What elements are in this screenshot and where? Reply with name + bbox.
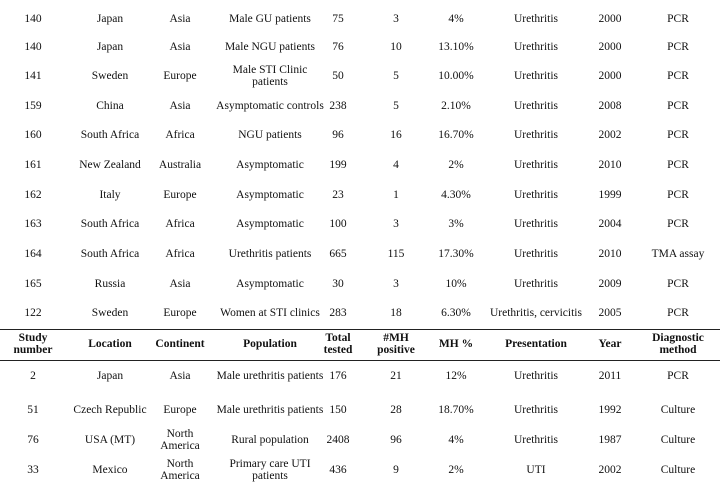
header-top-rule: [0, 329, 720, 330]
cell-population: Rural population: [231, 434, 309, 446]
cell-diagnostic-method: PCR: [667, 100, 689, 112]
cell-total-tested: 23: [332, 189, 344, 201]
cell-total-tested: 96: [332, 129, 344, 141]
cell-location: Italy: [99, 189, 121, 201]
cell-mh-positive: 18: [390, 307, 402, 319]
cell-presentation: Urethritis: [513, 370, 559, 382]
cell-presentation: Urethritis, cervicitis: [490, 307, 582, 319]
cell-diagnostic-method: PCR: [667, 129, 689, 141]
table-row: [0, 455, 720, 485]
cell-study-number: 33: [27, 464, 39, 476]
cell-mh-positive: 9: [393, 464, 399, 476]
cell-study-number: 161: [24, 159, 42, 171]
cell-presentation: Urethritis: [513, 41, 559, 53]
cell-continent: Europe: [163, 307, 197, 319]
cell-location: Japan: [96, 370, 124, 382]
cell-location: Japan: [96, 13, 124, 25]
table-row: [0, 361, 720, 391]
cell-study-number: 165: [24, 278, 42, 290]
cell-continent: Asia: [169, 370, 191, 382]
cell-study-number: 2: [30, 370, 36, 382]
table-row: [0, 92, 720, 120]
cell-total-tested: 2408: [326, 434, 350, 446]
cell-continent: Africa: [165, 129, 195, 141]
cell-total-tested: 238: [329, 100, 347, 112]
cell-population: Male urethritis patients: [216, 404, 324, 416]
cell-mh-percent: 4%: [448, 13, 464, 25]
cell-population: Asymptomatic: [236, 278, 304, 290]
cell-total-tested: 76: [332, 41, 344, 53]
cell-presentation: Urethritis: [513, 278, 559, 290]
cell-population: Male GU patients: [229, 13, 311, 25]
table-row: [0, 181, 720, 209]
cell-population: Urethritis patients: [228, 248, 312, 260]
cell-year: 2010: [598, 248, 622, 260]
table-row: [0, 5, 720, 33]
cell-population: Asymptomatic controls: [216, 100, 324, 112]
cell-presentation: Urethritis: [513, 13, 559, 25]
cell-mh-percent: 18.70%: [438, 404, 474, 416]
table-row: [0, 299, 720, 327]
cell-presentation: Urethritis: [513, 434, 559, 446]
cell-year: 2000: [598, 13, 622, 25]
cell-total-tested: 665: [329, 248, 347, 260]
cell-study-number: 76: [27, 434, 39, 446]
header-location: Location: [88, 338, 132, 350]
cell-location: New Zealand: [79, 159, 141, 171]
cell-population: Asymptomatic: [236, 159, 304, 171]
cell-diagnostic-method: PCR: [667, 13, 689, 25]
table-header-row: [0, 329, 720, 359]
cell-study-number: 140: [24, 13, 42, 25]
cell-location: Sweden: [91, 307, 129, 319]
cell-study-number: 163: [24, 218, 42, 230]
cell-continent: Africa: [165, 248, 195, 260]
cell-year: 2000: [598, 41, 622, 53]
cell-diagnostic-method: PCR: [667, 41, 689, 53]
cell-population: NGU patients: [238, 129, 302, 141]
cell-location: Russia: [94, 278, 126, 290]
cell-diagnostic-method: Culture: [660, 404, 696, 416]
cell-mh-positive: 96: [390, 434, 402, 446]
cell-population: Asymptomatic: [236, 218, 304, 230]
cell-year: 2010: [598, 159, 622, 171]
cell-mh-percent: 2%: [448, 464, 464, 476]
cell-location: USA (MT): [84, 434, 136, 446]
cell-total-tested: 30: [332, 278, 344, 290]
cell-study-number: 122: [24, 307, 42, 319]
table-row: [0, 270, 720, 298]
cell-location: Mexico: [92, 464, 128, 476]
cell-continent: North America: [160, 458, 200, 482]
table-row: [0, 33, 720, 61]
cell-mh-percent: 4.30%: [441, 189, 471, 201]
cell-study-number: 164: [24, 248, 42, 260]
cell-total-tested: 150: [329, 404, 347, 416]
cell-presentation: Urethritis: [513, 100, 559, 112]
cell-mh-positive: 4: [393, 159, 399, 171]
cell-location: South Africa: [80, 129, 140, 141]
cell-mh-positive: 10: [390, 41, 402, 53]
cell-mh-percent: 13.10%: [438, 41, 474, 53]
header-total-tested: Total tested: [323, 332, 353, 356]
cell-year: 2008: [598, 100, 622, 112]
cell-total-tested: 436: [329, 464, 347, 476]
table-row: [0, 62, 720, 90]
header-continent: Continent: [155, 338, 205, 350]
cell-location: South Africa: [80, 218, 140, 230]
cell-study-number: 159: [24, 100, 42, 112]
cell-population: Male NGU patients: [224, 41, 316, 53]
cell-study-number: 51: [27, 404, 39, 416]
table-row: [0, 425, 720, 455]
header-year: Year: [598, 338, 622, 350]
cell-location: South Africa: [80, 248, 140, 260]
cell-mh-percent: 2.10%: [441, 100, 471, 112]
cell-study-number: 162: [24, 189, 42, 201]
cell-mh-percent: 10%: [445, 278, 467, 290]
table-row: [0, 121, 720, 149]
cell-mh-positive: 5: [393, 100, 399, 112]
header-population: Population: [243, 338, 297, 350]
table-row: [0, 151, 720, 179]
cell-population: Primary care UTI patients: [229, 458, 311, 482]
header-bottom-rule: [0, 360, 720, 361]
cell-location: China: [96, 100, 124, 112]
table-row: [0, 210, 720, 238]
cell-presentation: Urethritis: [513, 248, 559, 260]
cell-mh-positive: 3: [393, 218, 399, 230]
cell-mh-percent: 17.30%: [438, 248, 474, 260]
cell-continent: Asia: [169, 100, 191, 112]
cell-mh-percent: 2%: [448, 159, 464, 171]
cell-diagnostic-method: PCR: [667, 70, 689, 82]
cell-continent: Europe: [163, 70, 197, 82]
cell-mh-positive: 3: [393, 278, 399, 290]
cell-year: 1987: [598, 434, 622, 446]
header-study-number: Study number: [13, 332, 53, 356]
cell-population: Women at STI clinics: [220, 307, 320, 319]
header-mh-positive: #MH positive: [377, 332, 415, 356]
cell-diagnostic-method: PCR: [667, 189, 689, 201]
cell-year: 2011: [598, 370, 622, 382]
cell-total-tested: 283: [329, 307, 347, 319]
cell-presentation: Urethritis: [513, 189, 559, 201]
cell-mh-percent: 16.70%: [438, 129, 474, 141]
cell-year: 1992: [598, 404, 622, 416]
cell-presentation: Urethritis: [513, 129, 559, 141]
cell-continent: Asia: [169, 13, 191, 25]
cell-population: Asymptomatic: [236, 189, 304, 201]
cell-continent: North America: [160, 428, 200, 452]
cell-continent: Africa: [165, 218, 195, 230]
cell-diagnostic-method: PCR: [667, 307, 689, 319]
cell-presentation: Urethritis: [513, 159, 559, 171]
cell-continent: Asia: [169, 278, 191, 290]
cell-study-number: 160: [24, 129, 42, 141]
cell-diagnostic-method: PCR: [667, 278, 689, 290]
table-row: [0, 395, 720, 425]
cell-mh-percent: 3%: [448, 218, 464, 230]
cell-presentation: Urethritis: [513, 404, 559, 416]
cell-diagnostic-method: PCR: [667, 159, 689, 171]
cell-location: Czech Republic: [73, 404, 147, 416]
cell-total-tested: 176: [329, 370, 347, 382]
cell-presentation: UTI: [526, 464, 546, 476]
cell-mh-positive: 21: [390, 370, 402, 382]
cell-year: 2000: [598, 70, 622, 82]
header-presentation: Presentation: [505, 338, 567, 350]
header-mh-percent: MH %: [438, 338, 474, 350]
cell-mh-positive: 28: [390, 404, 402, 416]
cell-total-tested: 100: [329, 218, 347, 230]
cell-continent: Australia: [158, 159, 202, 171]
cell-mh-positive: 115: [387, 248, 405, 260]
cell-population: Male urethritis patients: [216, 370, 324, 382]
cell-continent: Europe: [163, 404, 197, 416]
cell-study-number: 140: [24, 41, 42, 53]
cell-continent: Asia: [169, 41, 191, 53]
cell-study-number: 141: [24, 70, 42, 82]
cell-year: 1999: [598, 189, 622, 201]
cell-year: 2009: [598, 278, 622, 290]
cell-diagnostic-method: TMA assay: [651, 248, 705, 260]
cell-location: Sweden: [91, 70, 129, 82]
cell-mh-positive: 3: [393, 13, 399, 25]
cell-mh-positive: 16: [390, 129, 402, 141]
cell-mh-percent: 6.30%: [441, 307, 471, 319]
table-row: [0, 240, 720, 268]
cell-presentation: Urethritis: [513, 70, 559, 82]
cell-mh-percent: 4%: [448, 434, 464, 446]
cell-presentation: Urethritis: [513, 218, 559, 230]
cell-location: Japan: [96, 41, 124, 53]
cell-diagnostic-method: Culture: [660, 464, 696, 476]
cell-year: 2004: [598, 218, 622, 230]
cell-year: 2002: [598, 464, 622, 476]
cell-mh-positive: 5: [393, 70, 399, 82]
cell-diagnostic-method: PCR: [667, 218, 689, 230]
cell-continent: Europe: [163, 189, 197, 201]
cell-diagnostic-method: Culture: [660, 434, 696, 446]
cell-total-tested: 199: [329, 159, 347, 171]
cell-mh-percent: 12%: [445, 370, 467, 382]
cell-diagnostic-method: PCR: [667, 370, 689, 382]
cell-year: 2005: [598, 307, 622, 319]
header-diagnostic-method: Diagnostic method: [652, 332, 704, 356]
cell-year: 2002: [598, 129, 622, 141]
cell-total-tested: 50: [332, 70, 344, 82]
cell-total-tested: 75: [332, 13, 344, 25]
cell-mh-percent: 10.00%: [438, 70, 474, 82]
cell-population: Male STI Clinic patients: [232, 64, 308, 88]
cell-mh-positive: 1: [393, 189, 399, 201]
